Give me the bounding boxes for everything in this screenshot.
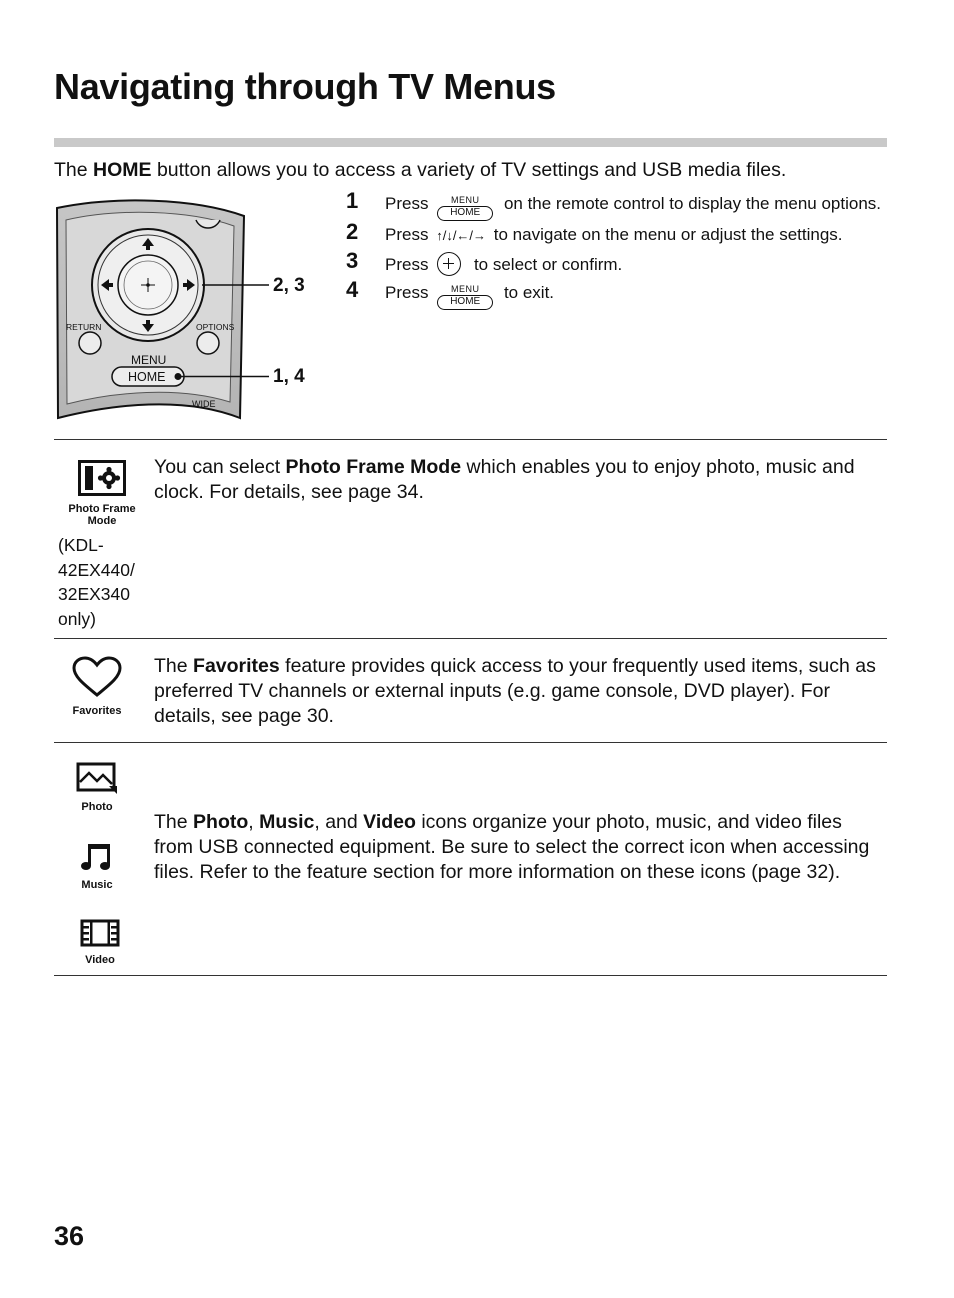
photo-frame-label: Photo Frame Mode <box>68 503 136 527</box>
step-number: 1 <box>346 188 359 213</box>
film-strip-icon <box>80 919 120 947</box>
intro-paragraph: The HOME button allows you to access a variety of TV settings and USB media files. <box>54 159 787 181</box>
music-icon-cell <box>74 840 120 891</box>
step-4: 4 Press MENU HOME to exit. <box>346 281 886 310</box>
table-divider <box>54 742 887 743</box>
table-divider <box>54 638 887 639</box>
photo-label: Photo <box>81 801 113 813</box>
arrow-keys-icon: ↑/↓/←/→ <box>436 228 487 243</box>
step-1: 1 Press MENU HOME on the remote control to display the menu options. <box>346 192 886 221</box>
svg-text:OPTIONS: OPTIONS <box>196 322 235 332</box>
return-button <box>79 332 101 354</box>
enter-button-icon <box>437 252 461 276</box>
music-label: Music <box>81 879 113 891</box>
callout-2-3: 2, 3 <box>273 275 305 296</box>
menu-home-button-icon: MENU HOME <box>437 285 493 310</box>
favorites-description: The Favorites feature provides quick access to your frequently used items, such as preferred TV channels or external inputs (e.g. game console, DVD player). For details, see page 30. <box>154 655 876 727</box>
steps-list <box>346 188 886 310</box>
photo-frame-description: You can select Photo Frame Mode which enables you to enjoy photo, music and clock. For details, see page 34. <box>154 456 855 503</box>
step-2: 2 Press ↑/↓/←/→ to navigate on the menu or adjust the settings. <box>346 219 843 244</box>
step-number: 3 <box>346 248 359 273</box>
svg-text:WIDE: WIDE <box>192 399 216 409</box>
step-number: 4 <box>346 277 359 302</box>
page-title: Navigating through TV Menus <box>54 66 556 107</box>
svg-text:MENU: MENU <box>131 353 167 367</box>
menu-home-button-icon: MENU HOME <box>437 196 493 221</box>
favorites-label: Favorites <box>72 705 122 717</box>
page-number: 36 <box>54 1221 85 1251</box>
step-3: 3 Press to select or confirm. <box>346 248 623 274</box>
music-note-icon <box>80 840 114 872</box>
svg-text:HOME: HOME <box>128 370 166 384</box>
photo-icon <box>76 762 118 794</box>
callout-1-4: 1, 4 <box>273 366 305 387</box>
photo-frame-icon <box>78 460 126 496</box>
table-divider <box>54 975 887 976</box>
step-number: 2 <box>346 219 359 244</box>
remote-control-illustration <box>54 196 324 426</box>
photo-frame-icon-cell <box>60 460 144 527</box>
media-description: The Photo, Music, and Video icons organize your photo, music, and video files from USB connected equipment. Be sure to select the correct icon when accessing files. Refer to the feature section for more information on these icons (page 32). <box>154 811 870 883</box>
options-button <box>197 332 219 354</box>
table-divider <box>54 439 887 440</box>
title-rule <box>54 138 887 147</box>
favorites-icon-cell <box>60 656 134 717</box>
heart-icon <box>71 656 123 698</box>
model-note: (KDL-42EX440/ 32EX340 only) <box>58 535 135 629</box>
svg-text:RETURN: RETURN <box>66 322 102 332</box>
photo-icon-cell <box>74 762 120 813</box>
video-label: Video <box>85 954 115 966</box>
video-icon-cell <box>78 919 122 966</box>
